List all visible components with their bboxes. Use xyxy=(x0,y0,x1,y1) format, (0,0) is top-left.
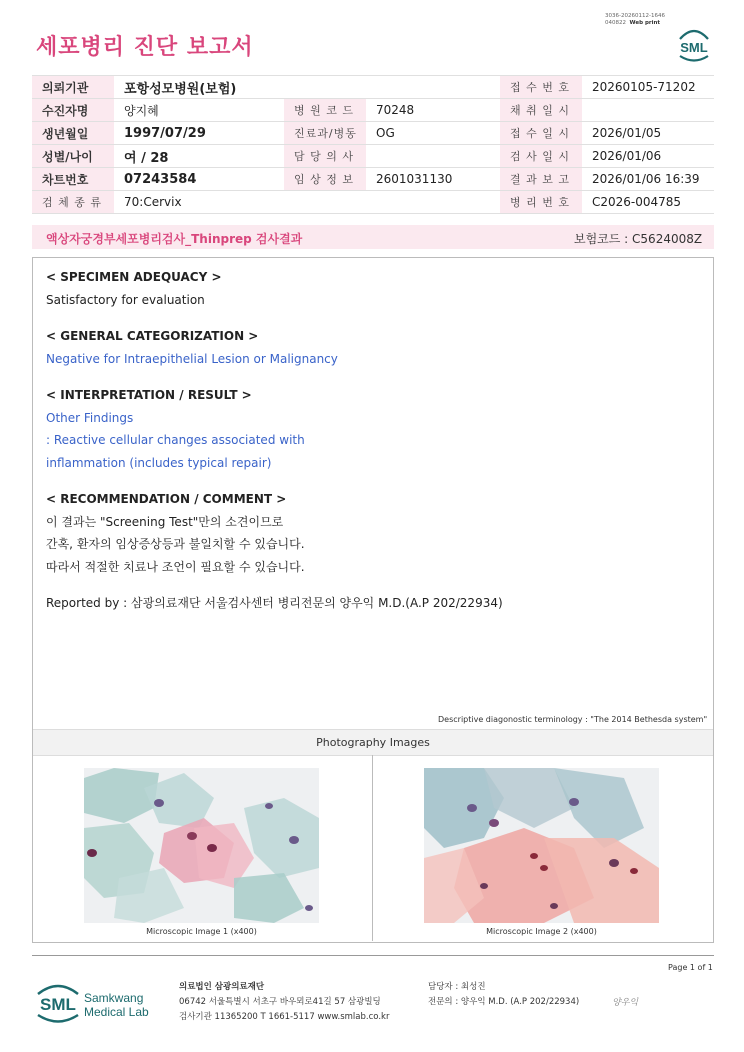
photo-divider xyxy=(372,755,373,941)
footer-contact: 검사기관 11365200 T 1661-5117 www.smlab.co.kr xyxy=(179,1012,390,1022)
label-report-date: 결 과 보 고 xyxy=(500,168,582,191)
footer-divider xyxy=(32,955,714,956)
value-requesting-org: 포항성모병원(보험) xyxy=(114,76,284,99)
label-receipt-date: 접 수 일 시 xyxy=(500,122,582,145)
microscopic-image-1 xyxy=(84,768,319,923)
value-department: OG xyxy=(366,122,500,145)
print-stamp: 3036-20260112-1646 040822 Web print xyxy=(605,13,665,26)
sml-logo-icon xyxy=(36,982,176,1026)
label-doctor: 담 당 의 사 xyxy=(284,145,366,168)
bethesda-note: Descriptive diagonostic terminology : "The 2014 Bethesda system" xyxy=(438,715,708,724)
footer-logo-line2: Medical Lab xyxy=(84,1005,149,1019)
footer-specialist: 전문의 : 양우익 M.D. (A.P 202/22934) xyxy=(428,997,580,1007)
insurance-code: 보험코드 : C5624008Z xyxy=(574,232,703,246)
interpretation-line: inflammation (includes typical repair) xyxy=(46,455,272,470)
footer-org-info xyxy=(179,980,389,1025)
report-title: 세포병리 진단 보고서 xyxy=(36,35,254,60)
value-receipt-date: 2026/01/05 xyxy=(582,122,714,145)
adequacy-heading: < SPECIMEN ADEQUACY > xyxy=(46,270,222,284)
category-heading: < GENERAL CATEGORIZATION > xyxy=(46,329,259,343)
value-birth-date: 1997/07/29 xyxy=(114,122,284,145)
table-row xyxy=(32,191,714,214)
value-exam-date: 2026/01/06 xyxy=(582,145,714,168)
recommendation-line: 간혹, 환자의 임상증상등과 불일치할 수 있습니다. xyxy=(46,537,305,551)
interpretation-line: : Reactive cellular changes associated with xyxy=(46,433,305,447)
image-caption-2: Microscopic Image 2 (x400) xyxy=(486,927,597,936)
photo-section-title: Photography Images xyxy=(316,736,430,749)
value-hospital-code: 70248 xyxy=(366,99,500,122)
footer-logo-line1: Samkwang xyxy=(84,991,144,1005)
reported-by: Reported by : 삼광의료재단 서울검사센터 병리전문의 양우익 M.D.(A.P 202/22934) xyxy=(46,596,503,610)
label-receipt-no: 접 수 번 호 xyxy=(500,76,582,99)
signature: 양우익 xyxy=(612,998,639,1008)
value-specimen-type: 70:Cervix xyxy=(114,191,284,214)
label-hospital-code: 병 원 코 드 xyxy=(284,99,366,122)
label-birth-date: 생년월일 xyxy=(32,122,114,145)
value-receipt-no: 20260105-71202 xyxy=(582,76,714,99)
label-pathology-no: 병 리 번 호 xyxy=(500,191,582,214)
label-clinical-info: 임 상 정 보 xyxy=(284,168,366,191)
footer-logo-sml: SML xyxy=(40,995,76,1014)
value-patient-name: 양지혜 xyxy=(114,99,284,122)
value-doctor xyxy=(366,145,500,168)
recommendation-line: 이 결과는 "Screening Test"만의 소견이므로 xyxy=(46,514,284,529)
page-number: Page 1 of 1 xyxy=(668,963,713,972)
table-row xyxy=(32,99,714,122)
interpretation-heading: < INTERPRETATION / RESULT > xyxy=(46,388,252,402)
value-report-date: 2026/01/06 16:39 xyxy=(582,168,714,191)
label-patient-name: 수진자명 xyxy=(32,99,114,122)
footer-staff-info xyxy=(428,980,579,1010)
table-row xyxy=(32,76,714,99)
value-sex-age: 여 / 28 xyxy=(114,145,284,168)
table-row xyxy=(32,122,714,145)
footer-logo xyxy=(36,982,176,1030)
label-chart-no: 차트번호 xyxy=(32,168,114,191)
result-content xyxy=(46,266,503,615)
table-row xyxy=(32,145,714,168)
interpretation-line: Other Findings xyxy=(46,410,134,425)
label-specimen-type: 검 체 종 류 xyxy=(32,191,114,214)
label-exam-date: 검 사 일 시 xyxy=(500,145,582,168)
value-clinical-info: 2601031130 xyxy=(366,168,500,191)
microscopic-image-2 xyxy=(424,768,659,923)
exam-name: 액상자궁경부세포병리검사_Thinprep 검사결과 xyxy=(46,232,303,246)
logo-sml-text: SML xyxy=(680,40,708,55)
image-caption-1: Microscopic Image 1 (x400) xyxy=(146,927,257,936)
label-sex-age: 성별/나이 xyxy=(32,145,114,168)
value-collection-date xyxy=(582,99,714,122)
footer-org: 의료법인 삼광의료재단 xyxy=(179,982,265,992)
label-department: 진료과/병동 xyxy=(284,122,366,145)
category-text: Negative for Intraepithelial Lesion or Malignancy xyxy=(46,351,338,366)
label-collection-date: 채 취 일 시 xyxy=(500,99,582,122)
value-chart-no: 07243584 xyxy=(114,168,284,191)
table-row xyxy=(32,168,714,191)
recommendation-line: 따라서 적절한 치료나 조언이 필요할 수 있습니다. xyxy=(46,559,305,574)
label-requesting-org: 의뢰기관 xyxy=(32,76,114,99)
footer-staff: 담당자 : 최성진 xyxy=(428,982,486,992)
sml-logo-icon xyxy=(674,25,714,63)
recommendation-heading: < RECOMMENDATION / COMMENT > xyxy=(46,492,287,506)
adequacy-text: Satisfactory for evaluation xyxy=(46,292,205,307)
value-pathology-no: C2026-004785 xyxy=(582,191,714,214)
patient-info-table xyxy=(32,75,714,214)
footer-address: 06742 서울특별시 서초구 바우뫼로41길 57 삼광빌딩 xyxy=(179,997,381,1007)
